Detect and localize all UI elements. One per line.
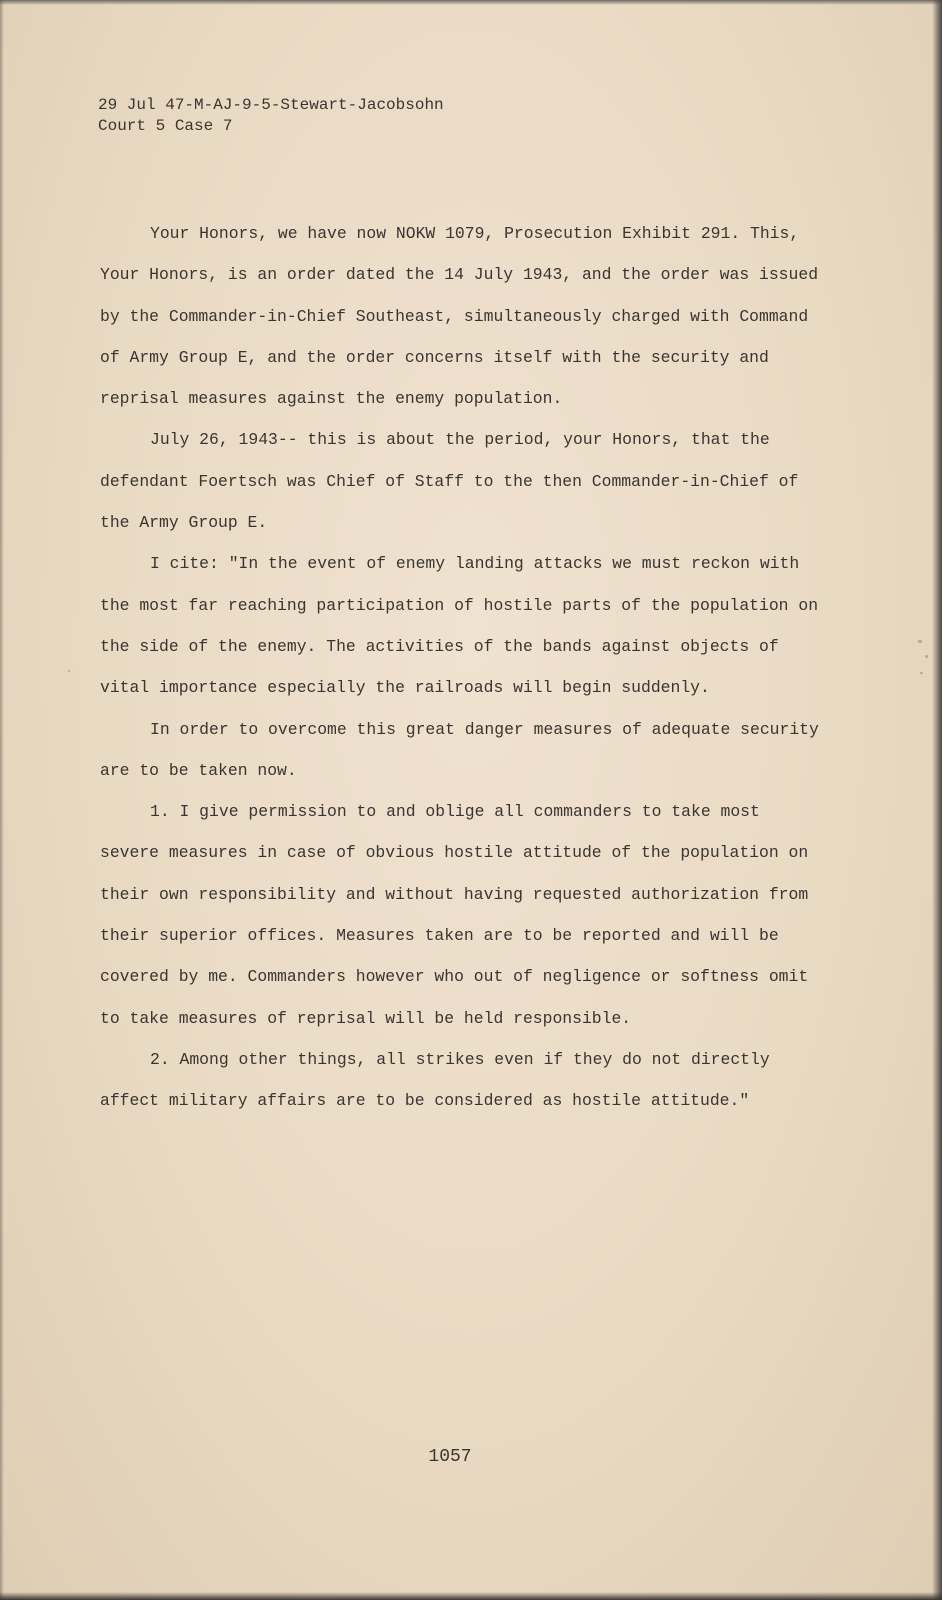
paragraph-security-measures: In order to overcome this great danger measures of adequate security are to be taken now.	[100, 719, 819, 780]
scan-edge-right	[932, 0, 942, 1600]
header-reference-line: 29 Jul 47-M-AJ-9-5-Stewart-Jacobsohn	[98, 96, 444, 114]
paragraph-date-context: July 26, 1943-- this is about the period, your Honors, that the defendant Foertsch was Chief of Staff to the then Commander-in-Chief of the Army Group E.	[100, 430, 799, 533]
paragraph-citation-start: I cite: "In the event of enemy landing attacks we must reckon with the most far reaching participation of hostile parts of the population on the side of the enemy. The activities of the bands against objects of vital importance especially the railroads will begin suddenly.	[100, 554, 819, 698]
paper-speck	[918, 640, 922, 643]
paragraph-introduction: Your Honors, we have now NOKW 1079, Prosecution Exhibit 291. This, Your Honors, is an order dated the 14 July 1943, and the order was issued by the Commander-in-Chief Southeast, simultaneously charged with Command of Army Group E, and the order concerns itself with the security and reprisal measures against the enemy population.	[100, 224, 819, 409]
scan-edge-top	[0, 0, 942, 5]
scan-edge-left	[0, 0, 4, 1600]
transcript-body	[100, 213, 820, 1122]
document-header	[98, 95, 444, 137]
header-court-line: Court 5 Case 7	[98, 117, 233, 135]
paper-speck	[925, 655, 928, 658]
page-number: 1057	[428, 1447, 472, 1467]
scan-edge-bottom	[0, 1592, 942, 1600]
paper-speck	[920, 672, 923, 674]
paper-speck	[68, 670, 70, 672]
paragraph-order-point-1: 1. I give permission to and oblige all commanders to take most severe measures in case of obvious hostile attitude of the population on their own responsibility and without having requested authorization from their superior offices. Measures taken are to be reported and will be covered by me. Commanders however who out of negligence or softness omit to take measures of reprisal will be held responsible.	[100, 802, 809, 1028]
paragraph-order-point-2: 2. Among other things, all strikes even if they do not directly affect military affairs are to be considered as hostile attitude."	[100, 1049, 770, 1111]
